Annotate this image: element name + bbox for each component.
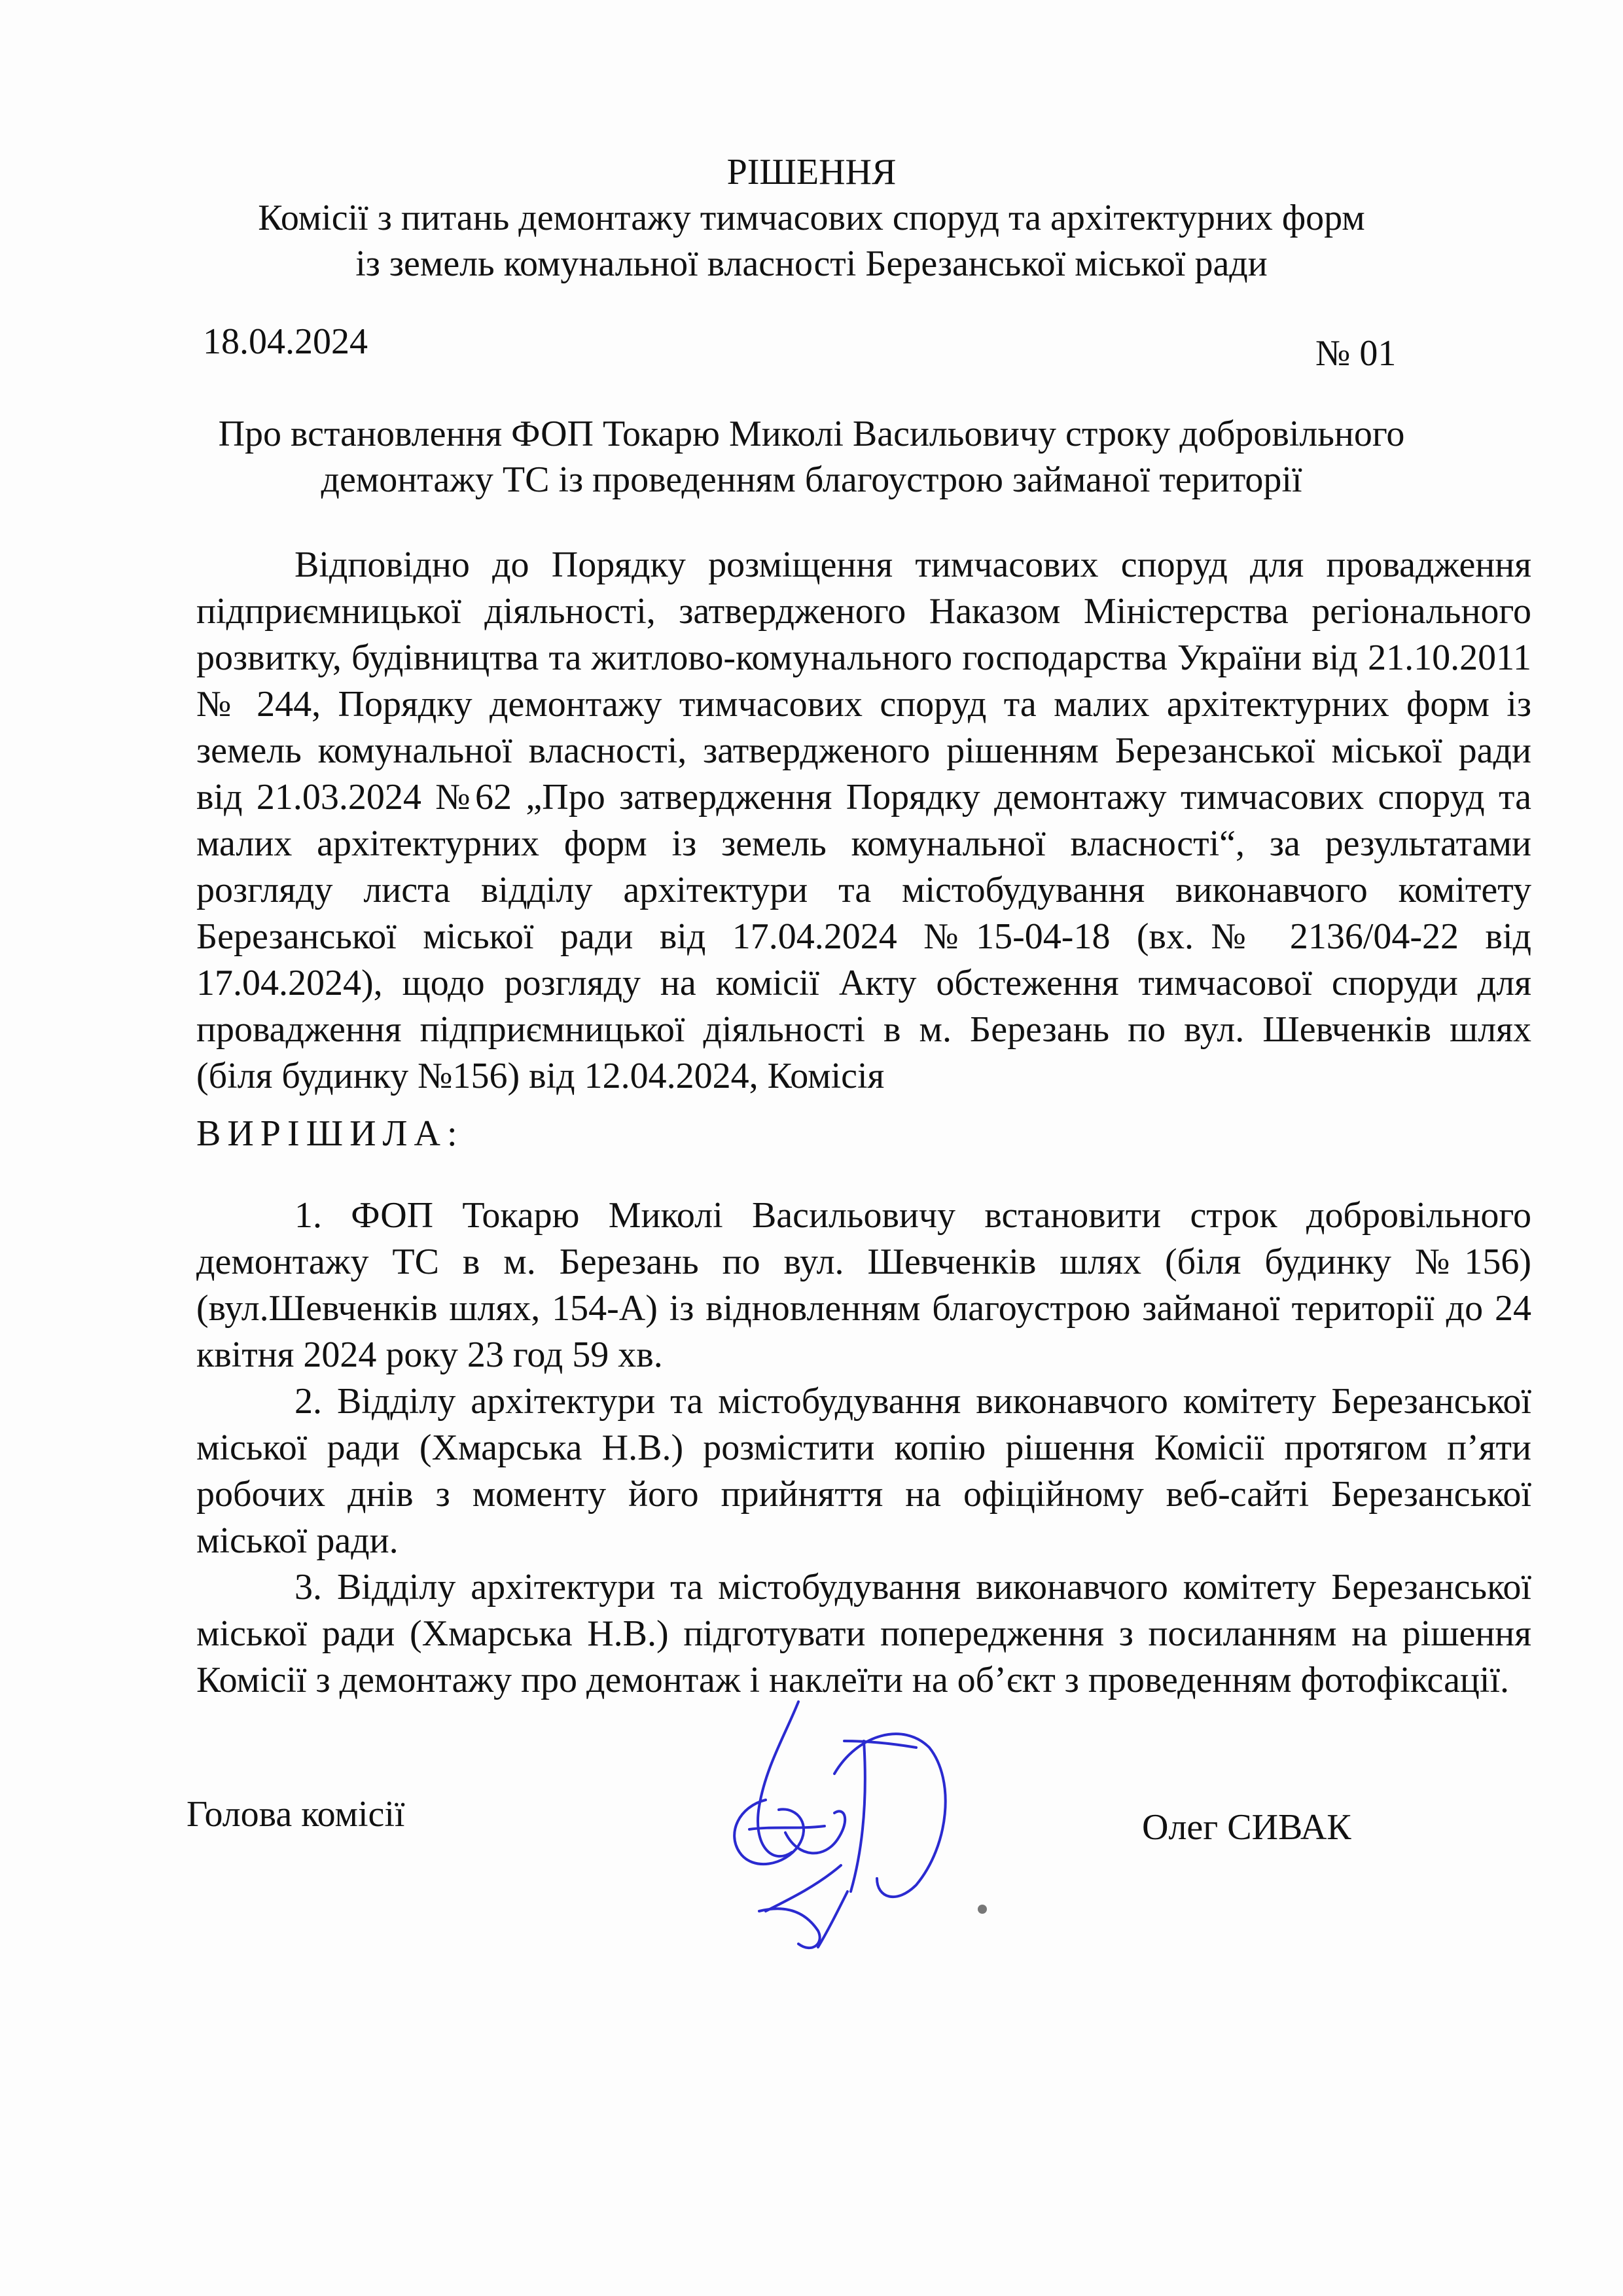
document-number: № 01 [1315,333,1397,374]
signatory-position: Голова комісії [187,1794,405,1835]
document-title: РІШЕННЯ [726,152,897,192]
subject-line-2: демонтажу ТС із проведенням благоустрою займаної території [321,459,1302,500]
handwritten-signature [687,1695,982,1957]
resolution-item-1: 1. ФОП Токарю Миколі Васильовичу встановити строк добровільного демонтажу ТС в м. Березань по вул. Шевченків шлях (біля будинку №156) (вул.Шевченків шлях, 154-А) із відновленням благоустрою займаної території до 24 квітня 2024 року 23 год 59 хв. [196,1195,1531,1375]
document-header [196,149,1427,287]
document-date: 18.04.2024 [203,321,368,362]
resolved-label: ВИРІШИЛА: [196,1113,464,1154]
signatory-name: Олег СИВАК [1142,1807,1351,1848]
resolution-item-3: 3. Відділу архітектури та містобудування виконавчого комітету Березанської міської ради (Хмарська Н.В.) підготувати попередження з посиланням на рішення Комісії з демонтажу про демонтаж і наклеїти на об’єкт з проведенням фотофіксації. [196,1567,1531,1700]
header-line-1: Комісії з питань демонтажу тимчасових споруд та архітектурних форм [258,198,1365,238]
document-subject [196,411,1427,503]
ink-dot [978,1905,987,1914]
resolution-item-2: 2. Відділу архітектури та містобудування виконавчого комітету Березанської міської ради (Хмарська Н.В.) розмістити копію рішення Комісії протягом п’яти робочих днів з моменту його прийняття на офіційному веб-сайті Березанської міської ради. [196,1381,1531,1561]
preamble-paragraph: Відповідно до Порядку розміщення тимчасових споруд для провадження підприємницької діяльності, затвердженого Наказом Міністерства регіонального розвитку, будівництва та житлово-комунального господарства України від 21.10.2011 № 244, Порядку демонтажу тимчасових споруд та малих архітектурних форм із земель комунальної власності, затвердженого рішенням Березанської міської ради від 21.03.2024 №62 „Про затвердження Порядку демонтажу тимчасових споруд та малих архітектурних форм із земель комунальної власності“, за результатами розгляду листа відділу архітектури та містобудування виконавчого комітету Березанської міської ради від 17.04.2024 №15-04-18 (вх.№ 2136/04-22 від 17.04.2024), щодо розгляду на комісії Акту обстеження тимчасової споруди для провадження підприємницької діяльності в м. Березань по вул. Шевченків шлях (біля будинку №156) від 12.04.2024, Комісія [196,545,1531,1096]
header-line-2: із земель комунальної власності Березанської міської ради [355,243,1268,284]
subject-line-1: Про встановлення ФОП Токарю Миколі Васильовичу строку добровільного [218,414,1405,454]
resolution-items [196,1193,1531,1704]
